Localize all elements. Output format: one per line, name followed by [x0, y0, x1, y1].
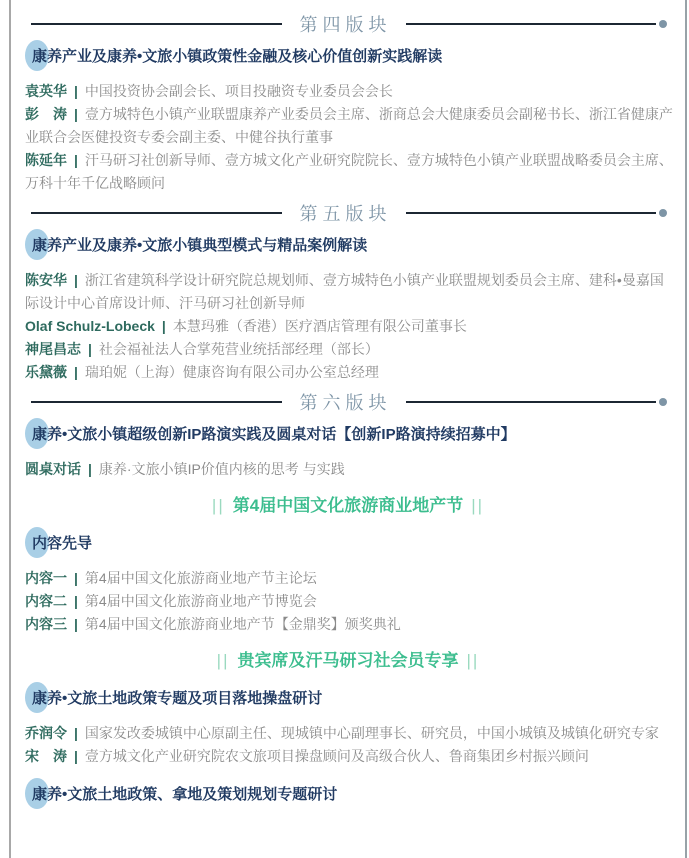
- speaker-name: 袁英华: [25, 83, 67, 99]
- divider-dot-icon: [659, 209, 667, 217]
- speaker-desc: 社会福祉法人合掌苑营业统括部经理（部长）: [98, 341, 379, 357]
- divider-line-right: [406, 401, 657, 403]
- content-label: 内容一: [25, 570, 67, 586]
- speaker-desc: 中国投资协会副会长、项目投融资专业委员会会长: [84, 83, 393, 99]
- content-row: [25, 590, 673, 613]
- speaker-list-s5: [25, 269, 673, 384]
- speaker-row: [25, 80, 673, 103]
- name-separator: |: [74, 272, 78, 288]
- name-separator: |: [74, 106, 78, 122]
- content-frame: [9, 0, 687, 858]
- speaker-row: [25, 269, 673, 315]
- speaker-list-vip: [25, 722, 673, 768]
- banner-pipe-right: ||: [466, 651, 480, 670]
- festival-banner-text: 第4届中国文化旅游商业地产节: [232, 496, 464, 515]
- divider-label: 第五版块: [299, 204, 392, 224]
- name-separator: |: [74, 593, 78, 609]
- session-title: 康养产业及康养•文旅小镇政策性金融及核心价值创新实践解读: [32, 48, 443, 65]
- banner-pipe-left: ||: [216, 651, 230, 670]
- content-label: 内容三: [25, 616, 67, 632]
- session-title: 康养产业及康养•文旅小镇典型模式与精品案例解读: [32, 237, 368, 254]
- speaker-name: Olaf Schulz-Lobeck: [25, 318, 155, 334]
- speaker-name: 宋 涛: [25, 748, 67, 764]
- speaker-name: 神尾昌志: [25, 341, 81, 357]
- banner-pipe-right: ||: [471, 496, 485, 515]
- name-separator: |: [74, 364, 78, 380]
- speaker-row: [25, 315, 673, 338]
- session-header-festival: [29, 531, 673, 557]
- speaker-list-s6: [25, 458, 673, 481]
- speaker-desc: 本慧玛雅（香港）医疗酒店管理有限公司董事长: [172, 318, 467, 334]
- speaker-desc: 壹方城特色小镇产业联盟康养产业委员会主席、浙商总会大健康委员会副秘书长、浙江省健康产业联合会医健投资专委会副主委、中健谷执行董事: [25, 106, 673, 145]
- content-list-festival: [25, 567, 673, 636]
- speaker-row: [25, 149, 673, 195]
- name-separator: |: [88, 341, 92, 357]
- speaker-desc: 汗马研习社创新导师、壹方城文化产业研究院院长、壹方城特色小镇产业联盟战略委员会主席、万科十年千亿战略顾问: [25, 152, 673, 191]
- name-separator: |: [74, 748, 78, 764]
- name-separator: |: [161, 318, 166, 334]
- session-title: 康养•文旅小镇超级创新IP路演实践及圆桌对话【创新IP路演持续招募中】: [32, 426, 516, 443]
- roundtable-row: [25, 458, 673, 481]
- speaker-row: [25, 361, 673, 384]
- session-title: 内容先导: [32, 535, 93, 552]
- banner-pipe-left: ||: [211, 496, 225, 515]
- content-label: 内容二: [25, 593, 67, 609]
- vip-banner-text: 贵宾席及汗马研习社会员专享: [237, 651, 459, 670]
- content-row: [25, 567, 673, 590]
- divider-label: 第四版块: [299, 15, 392, 35]
- session-title: 康养•文旅土地政策、拿地及策划规划专题研讨: [32, 786, 338, 803]
- speaker-name: 彭 涛: [25, 106, 67, 122]
- divider-line-left: [31, 401, 282, 403]
- speaker-desc: 壹方城文化产业研究院农文旅项目操盘顾问及高级合伙人、鲁商集团乡村振兴顾问: [84, 748, 589, 764]
- session-header-s5: [29, 233, 673, 259]
- section-divider-6: [31, 390, 667, 414]
- speaker-row: [25, 745, 673, 768]
- name-separator: |: [74, 83, 78, 99]
- speaker-name: 陈延年: [25, 152, 67, 168]
- content-row: [25, 613, 673, 636]
- content-desc: 第4届中国文化旅游商业地产节主论坛: [84, 570, 317, 586]
- session-header-s6: [29, 422, 673, 448]
- speaker-desc: 浙江省建筑科学设计研究院总规划师、壹方城特色小镇产业联盟规划委员会主席、建科•曼嘉国际设计中心首席设计师、汗马研习社创新导师: [25, 272, 664, 311]
- divider-line-right: [406, 23, 657, 25]
- name-separator: |: [74, 152, 78, 168]
- section-divider-4: [31, 12, 667, 36]
- name-separator: |: [74, 725, 78, 741]
- divider-dot-icon: [659, 20, 667, 28]
- name-separator: |: [74, 570, 78, 586]
- vip-banner: [23, 648, 673, 674]
- speaker-desc: 瑞珀妮（上海）健康咨询有限公司办公室总经理: [84, 364, 379, 380]
- divider-line-right: [406, 212, 657, 214]
- speaker-desc: 国家发改委城镇中心原副主任、现城镇中心副理事长、研究员，中国小城镇及城镇化研究专家: [84, 725, 659, 741]
- festival-banner: [23, 493, 673, 519]
- speaker-row: [25, 103, 673, 149]
- roundtable-label: 圆桌对话: [25, 461, 81, 477]
- speaker-list-s4: [25, 80, 673, 195]
- session-header-final: [29, 782, 673, 808]
- speaker-name: 乐黛薇: [25, 364, 67, 380]
- speaker-row: [25, 338, 673, 361]
- section-divider-5: [31, 201, 667, 225]
- content-desc: 第4届中国文化旅游商业地产节博览会: [84, 593, 317, 609]
- name-separator: |: [88, 461, 92, 477]
- divider-dot-icon: [659, 398, 667, 406]
- speaker-name: 陈安华: [25, 272, 67, 288]
- session-title: 康养•文旅土地政策专题及项目落地操盘研讨: [32, 690, 323, 707]
- name-separator: |: [74, 616, 78, 632]
- divider-line-left: [31, 23, 282, 25]
- roundtable-desc: 康养·文旅小镇IP价值内核的思考 与实践: [98, 461, 345, 477]
- speaker-row: [25, 722, 673, 745]
- divider-line-left: [31, 212, 282, 214]
- session-header-s4: [29, 44, 673, 70]
- speaker-name: 乔润令: [25, 725, 67, 741]
- session-header-vip: [29, 686, 673, 712]
- content-desc: 第4届中国文化旅游商业地产节【金鼎奖】颁奖典礼: [84, 616, 401, 632]
- divider-label: 第六版块: [299, 393, 392, 413]
